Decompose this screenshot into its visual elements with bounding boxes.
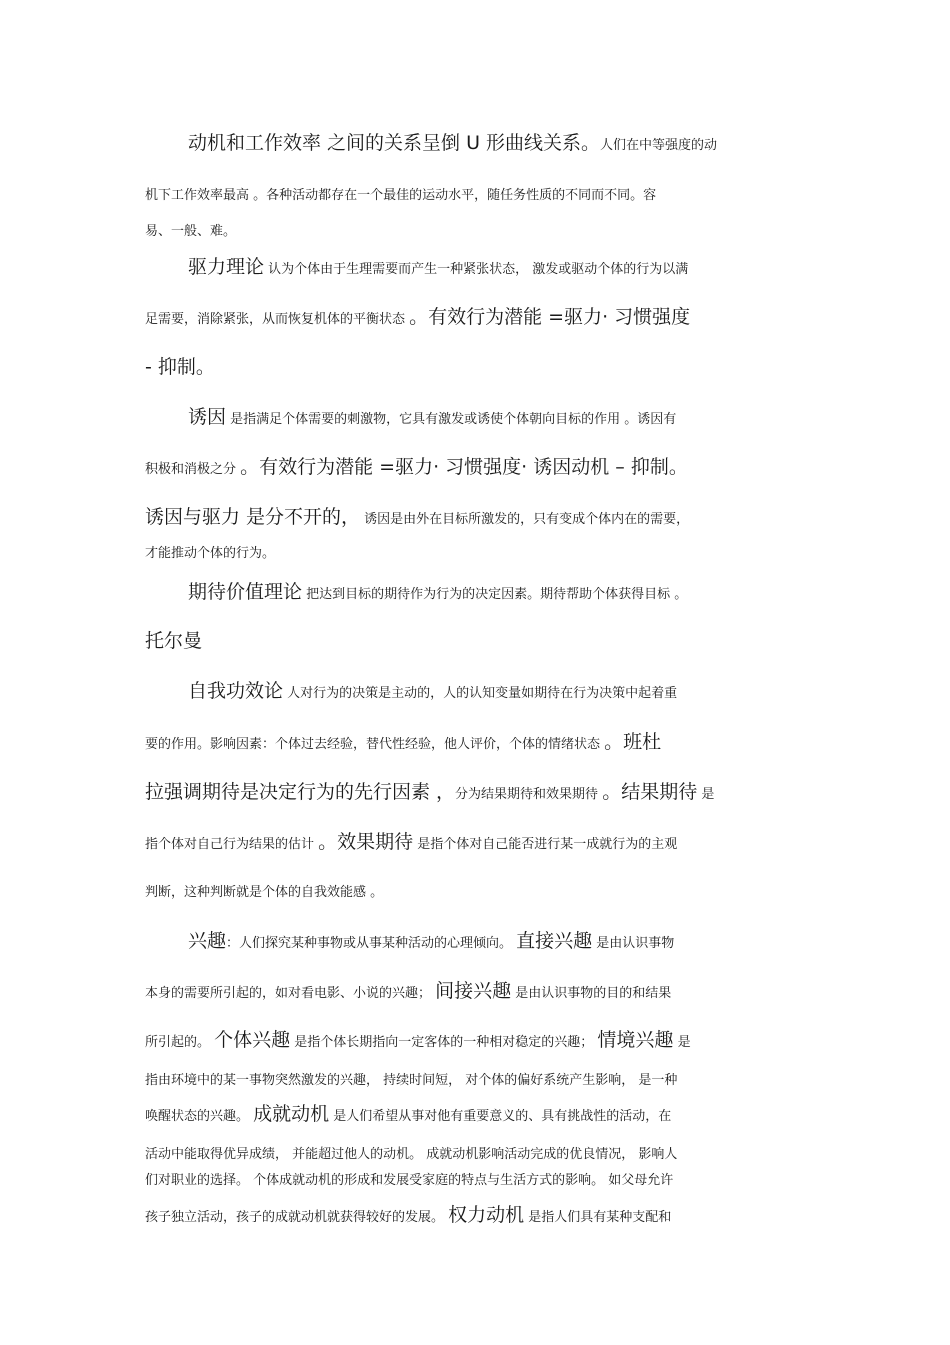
key-term-text: 兴趣: [188, 930, 227, 952]
body-text: 人们在中等强度的动: [600, 138, 718, 153]
text-line: [145, 222, 236, 238]
body-text: 是指个体对自己能否进行某一成就行为的主观: [413, 837, 678, 852]
body-text: 们对职业的选择。 个体成就动机的形成和发展受家庭的特点与生活方式的影响。 如父母允许: [145, 1173, 674, 1188]
key-term-text: 动机和工作效率 之间的关系呈倒 U 形曲线关系。: [188, 132, 601, 154]
text-line: [145, 1171, 673, 1187]
text-line: [145, 544, 275, 560]
text-line: [145, 1031, 691, 1050]
body-text: 是指人们具有某种支配和: [524, 1210, 672, 1225]
key-term-text: 自我功效论: [188, 680, 284, 702]
body-text: 指由环境中的某一事物突然激发的兴趣， 持续时间短， 对个体的偏好系统产生影响， 是一种: [145, 1073, 678, 1088]
text-line: [188, 682, 677, 701]
key-term-text: 。效果期待: [318, 831, 414, 853]
text-line: [145, 186, 656, 202]
body-text: 才能推动个体的行为。: [145, 546, 276, 561]
body-text: 积极和消极之分: [145, 462, 241, 477]
body-text: 易、一般、难。: [145, 224, 237, 239]
text-line: [188, 408, 676, 427]
body-text: 判断，这种判断就是个体的自我效能感 。: [145, 885, 384, 900]
text-line: [145, 783, 714, 802]
key-term-text: 。有效行为潜能 =驱力· 习惯强度· 诱因动机 – 抑制。: [240, 456, 688, 478]
key-term-text: 。班杜: [604, 731, 662, 753]
body-text: 分为结果期待和效果期待: [455, 787, 603, 802]
body-text: 是指满足个体需要的刺激物，它具有激发或诱使个体朝向目标的作用 。诱因有: [226, 412, 677, 427]
key-term-text: 个体兴趣: [214, 1029, 291, 1051]
body-text: 是指个体长期指向一定客体的一种相对稳定的兴趣；: [290, 1035, 598, 1050]
key-term-text: 成就动机: [253, 1103, 330, 1125]
body-text: 唤醒状态的兴趣。: [145, 1109, 254, 1124]
body-text: 认为个体由于生理需要而产生一种紧张状态， 激发或驱动个体的行为以满: [264, 262, 689, 277]
key-term-text: 。有效行为潜能 =驱力· 习惯强度: [409, 306, 691, 328]
body-text: 人对行为的决策是主动的，人的认知变量如期待在行为决策中起着重: [283, 686, 678, 701]
text-line: [145, 632, 202, 651]
text-line: [145, 358, 215, 377]
text-line: [145, 458, 688, 477]
body-text: 是: [673, 1035, 691, 1050]
text-line: [145, 982, 671, 1001]
text-line: [188, 583, 687, 602]
body-text: 指个体对自己行为结果的估计: [145, 837, 319, 852]
key-term-text: 驱力理论: [188, 256, 265, 278]
body-text: 足需要，消除紧张，从而恢复机体的平衡状态: [145, 312, 410, 327]
key-term-text: 权力动机: [448, 1204, 525, 1226]
body-text: 本身的需要所引起的，如对看电影、小说的兴趣；: [145, 986, 436, 1001]
text-line: [145, 1145, 677, 1161]
body-text: 所引起的。: [145, 1035, 215, 1050]
key-term-text: 。结果期待: [602, 781, 698, 803]
body-text: 诱因是由外在目标所激发的，只有变成个体内在的需要，: [360, 512, 690, 527]
body-text: 是由认识事物的目的和结果: [511, 986, 672, 1001]
text-line: [145, 733, 661, 752]
key-term-text: 托尔曼: [145, 630, 203, 652]
body-text: 活动中能取得优异成绩， 并能超过他人的动机。 成就动机影响活动完成的优良情况， 影响人: [145, 1147, 678, 1162]
text-line: [145, 1071, 677, 1087]
key-term-text: 诱因: [188, 406, 227, 428]
key-term-text: - 抑制。: [145, 356, 215, 378]
body-text: 是由认识事物: [592, 936, 675, 951]
body-text: 是: [697, 787, 715, 802]
body-text: 机下工作效率最高 。各种活动都存在一个最佳的运动水平，随任务性质的不同而不同。容: [145, 188, 657, 203]
key-term-text: 期待价值理论: [188, 581, 303, 603]
body-text: 孩子独立活动，孩子的成就动机就获得较好的发展。: [145, 1210, 449, 1225]
key-term-text: 间接兴趣: [435, 980, 512, 1002]
text-line: [188, 134, 717, 153]
text-line: [145, 308, 690, 327]
text-line: [145, 833, 677, 852]
body-text: 把达到目标的期待作为行为的决定因素。期待帮助个体获得目标 。: [302, 587, 688, 602]
body-text: 要的作用。影响因素：个体过去经验，替代性经验，他人评价，个体的情绪状态: [145, 737, 605, 752]
text-line: [188, 932, 674, 951]
key-term-text: 情境兴趣: [597, 1029, 674, 1051]
text-line: [145, 883, 383, 899]
body-text: 是人们希望从事对他有重要意义的、具有挑战性的活动，在: [329, 1109, 672, 1124]
text-line: [188, 258, 688, 277]
key-term-text: 诱因与驱力 是分不开的，: [145, 506, 361, 528]
text-line: [145, 508, 689, 527]
body-text: ：人们探究某种事物或从事某种活动的心理倾向。: [226, 936, 517, 951]
key-term-text: 拉强调期待是决定行为的先行因素 ，: [145, 781, 456, 803]
key-term-text: 直接兴趣: [516, 930, 593, 952]
text-line: [145, 1206, 671, 1225]
text-line: [145, 1105, 671, 1124]
